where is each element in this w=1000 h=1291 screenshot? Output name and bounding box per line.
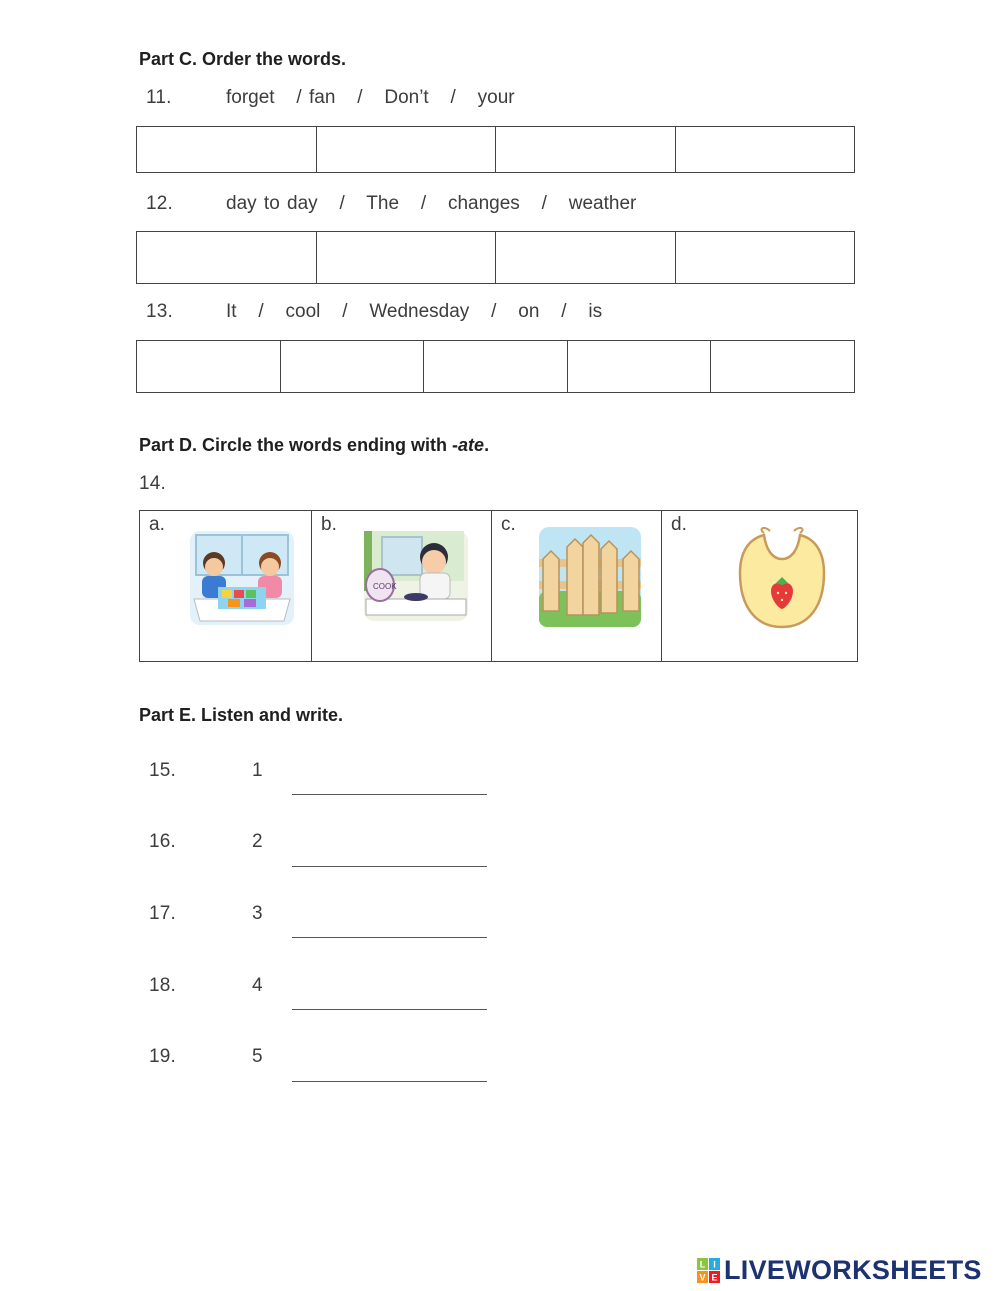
question-12-answer-box[interactable] <box>317 232 496 283</box>
question-17-answer-line <box>292 937 487 938</box>
question-19-answer-line <box>292 1081 487 1082</box>
option-a[interactable] <box>140 511 312 662</box>
question-11-answer-box[interactable] <box>676 127 855 172</box>
question-15-answer-line <box>292 794 487 795</box>
question-13-answer-box[interactable] <box>281 341 424 392</box>
question-18-answer-input[interactable] <box>292 979 491 1007</box>
question-15-index: 1 <box>252 760 263 781</box>
question-12-answer-table <box>136 231 855 284</box>
question-11-answer-table <box>136 126 855 173</box>
question-16-answer-input[interactable] <box>292 836 491 864</box>
logo-letter-l: L <box>699 1259 706 1270</box>
question-13-answer-box[interactable] <box>424 341 567 392</box>
part-c-heading: Part C. Order the words. <box>139 49 347 69</box>
question-16-index: 2 <box>252 831 263 852</box>
question-18-number: 18. <box>149 975 177 996</box>
question-16-answer-line <box>292 866 487 867</box>
baby-bib-picture <box>734 523 830 633</box>
logo-letter-i: I <box>713 1259 716 1270</box>
question-19-answer-input[interactable] <box>292 1051 491 1079</box>
part-e-heading: Part E. Listen and write. <box>139 705 344 725</box>
question-13-number: 13. <box>146 301 174 322</box>
question-13-answer-box[interactable] <box>711 341 854 392</box>
question-18-index: 4 <box>252 975 263 996</box>
part-d-heading-period: . <box>484 435 490 455</box>
svg-text:COOK: COOK <box>373 582 397 591</box>
liveworksheets-logo-icon <box>697 1258 721 1284</box>
question-13-answer-table <box>136 340 855 393</box>
part-d-heading-suffix-ate: ate <box>458 435 485 455</box>
question-11-prompt: forget / fan / Don’t / your <box>226 87 515 108</box>
question-15-answer-input[interactable] <box>292 764 491 792</box>
question-11-answer-box[interactable] <box>317 127 496 172</box>
question-17-index: 3 <box>252 903 263 924</box>
question-12-answer-box[interactable] <box>676 232 855 283</box>
question-12-answer-box[interactable] <box>496 232 675 283</box>
boy-at-table-picture <box>362 529 470 623</box>
question-19-index: 5 <box>252 1046 263 1067</box>
part-d-heading <box>139 435 489 456</box>
question-11-number: 11. <box>146 87 172 108</box>
question-15-number: 15. <box>149 760 177 781</box>
option-b[interactable] <box>312 511 492 662</box>
wooden-gate-picture <box>537 525 643 629</box>
option-d[interactable] <box>662 511 858 662</box>
question-13-answer-box[interactable] <box>137 341 280 392</box>
question-12-prompt: day to day / The / changes / weather <box>226 193 637 214</box>
question-13-prompt: It / cool / Wednesday / on / is <box>226 301 603 322</box>
question-14-number: 14. <box>139 473 167 494</box>
question-18-answer-line <box>292 1009 487 1010</box>
logo-letter-v: V <box>699 1272 706 1283</box>
question-11-answer-box[interactable] <box>137 127 316 172</box>
board-game-picture <box>188 529 296 627</box>
liveworksheets-brand: LIVEWORKSHEETS <box>724 1255 982 1285</box>
question-16-number: 16. <box>149 831 177 852</box>
picture-options-table <box>139 510 858 662</box>
option-c[interactable] <box>492 511 662 662</box>
option-c-letter: c. <box>501 514 516 535</box>
question-13-answer-box[interactable] <box>568 341 711 392</box>
logo-letter-e: E <box>711 1272 718 1283</box>
part-d-heading-text: Part D. Circle the words ending with - <box>139 435 459 455</box>
question-12-number: 12. <box>146 193 174 214</box>
question-17-answer-input[interactable] <box>292 907 491 935</box>
question-17-number: 17. <box>149 903 177 924</box>
question-19-number: 19. <box>149 1046 177 1067</box>
option-d-letter: d. <box>671 514 687 535</box>
option-a-letter: a. <box>149 514 165 535</box>
option-b-letter: b. <box>321 514 337 535</box>
question-12-answer-box[interactable] <box>137 232 316 283</box>
question-11-answer-box[interactable] <box>496 127 675 172</box>
